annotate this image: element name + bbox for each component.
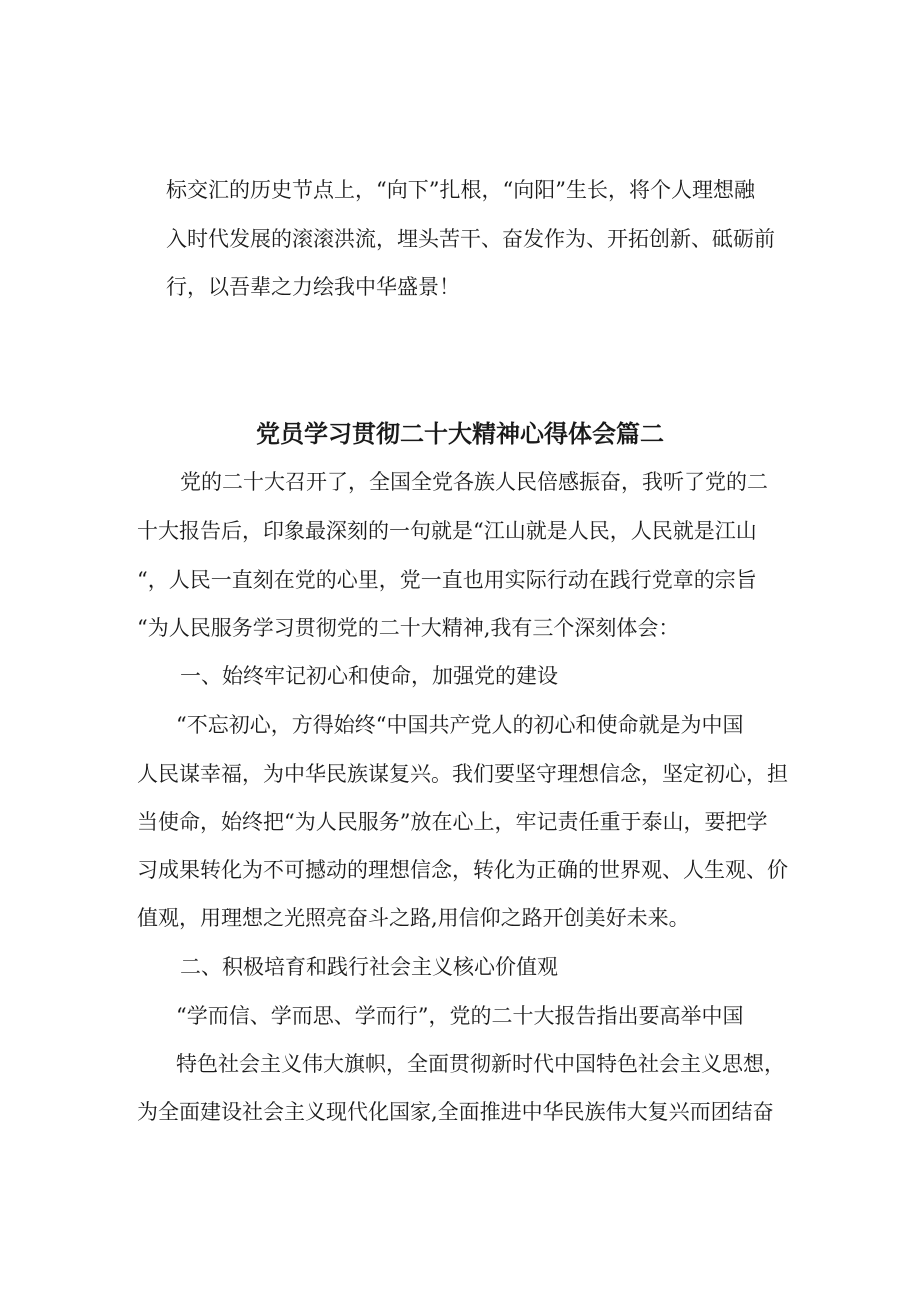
text-line: “，人民一直刻在党的心里，党一直也用实际行动在践行党章的宗旨 <box>137 568 757 592</box>
text-line: “学而信、学而思、学而行”，党的二十大报告指出要高举中国 <box>176 1004 744 1028</box>
text-line: “为人民服务学习贯彻党的二十大精神,我有三个深刻体会： <box>137 616 680 640</box>
text-line: 特色社会主义伟大旗帜，全面贯彻新时代中国特色社会主义思想， <box>176 1052 785 1076</box>
text-line: 为全面建设社会主义现代化国家,全面推进中华民族伟大复兴而团结奋 <box>137 1100 774 1124</box>
text-line: 入时代发展的滚滚洪流，埋头苦干、奋发作为、开拓创新、砥砺前 <box>166 227 775 251</box>
section-title: 党员学习贯彻二十大精神心得体会篇二 <box>256 420 664 448</box>
text-line: 行，以吾辈之力绘我中华盛景！ <box>166 275 460 299</box>
text-line: 值观，用理想之光照亮奋斗之路,用信仰之路开创美好未来。 <box>137 906 690 930</box>
text-line: 十大报告后，印象最深刻的一句就是“江山就是人民，人民就是江山 <box>137 519 757 543</box>
text-line: “不忘初心，方得始终“中国共产党人的初心和使命就是为中国 <box>176 713 744 737</box>
section-heading-2: 二、积极培育和践行社会主义核心价值观 <box>180 955 558 979</box>
text-line: 当使命，始终把“为人民服务”放在心上，牢记责任重于泰山，要把学 <box>137 810 768 834</box>
text-line: 习成果转化为不可撼动的理想信念，转化为正确的世界观、人生观、价 <box>137 858 788 882</box>
text-line: 党的二十大召开了，全国全党各族人民倍感振奋，我听了党的二 <box>180 470 768 494</box>
text-line: 标交汇的历史节点上，“向下”扎根，“向阳”生长，将个人理想融 <box>166 178 755 202</box>
section-heading-1: 一、始终牢记初心和使命，加强党的建设 <box>180 664 558 688</box>
text-line: 人民谋幸福，为中华民族谋复兴。我们要坚守理想信念，坚定初心，担 <box>137 762 788 786</box>
